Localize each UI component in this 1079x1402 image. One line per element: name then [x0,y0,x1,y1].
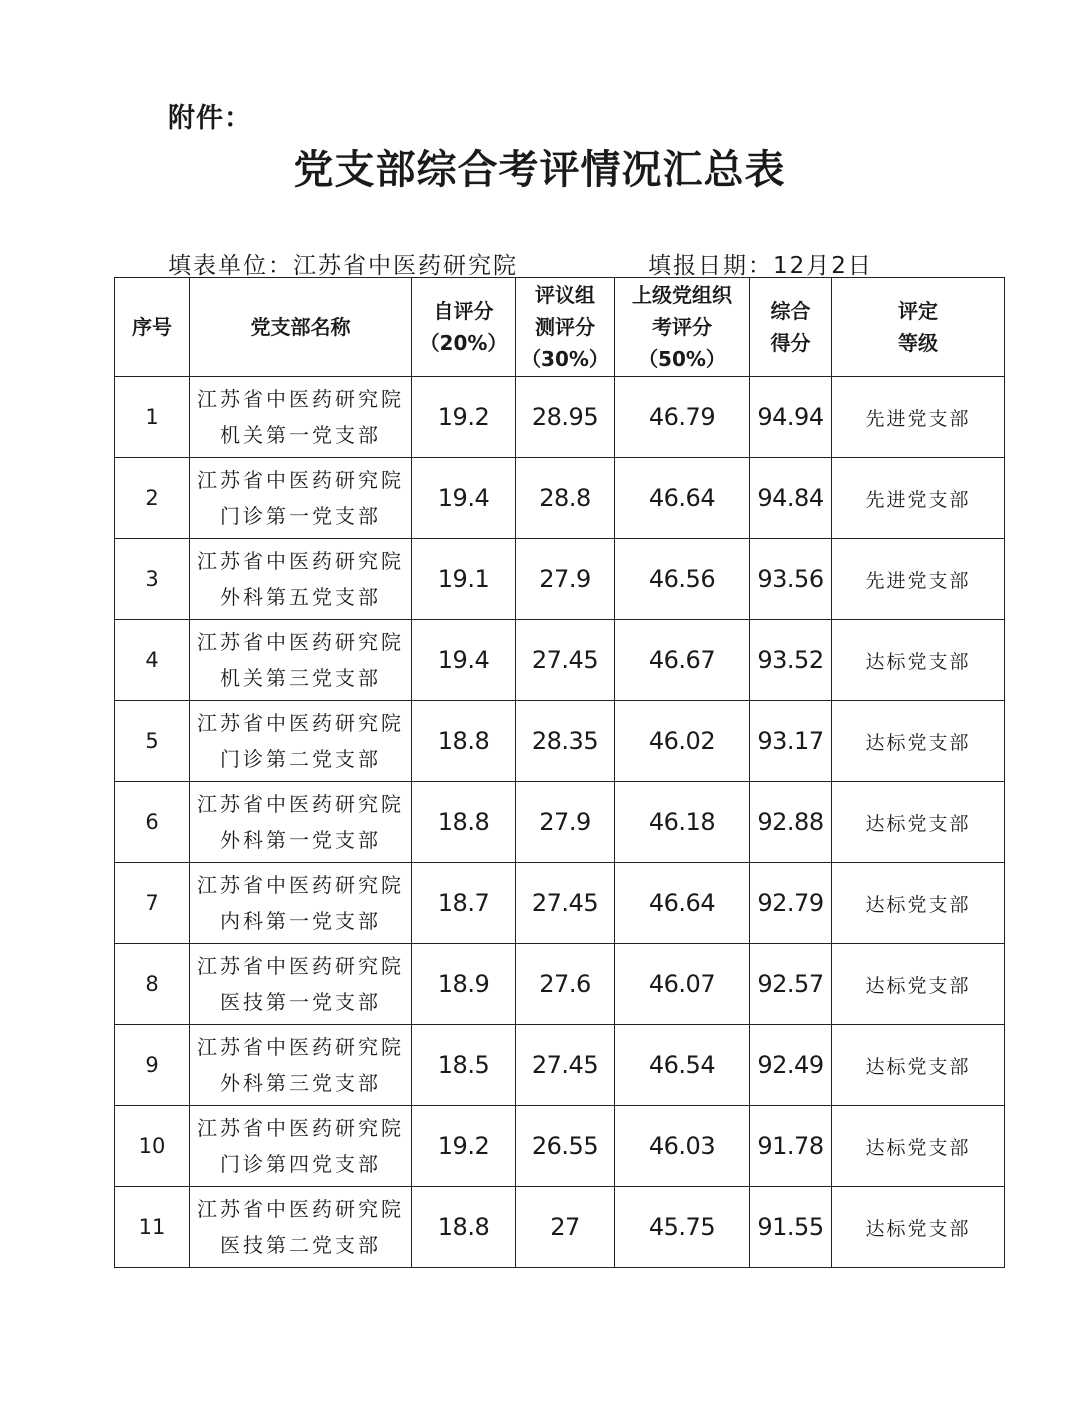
cell-total-score: 92.79 [750,863,832,944]
cell-superior-score: 46.67 [615,620,750,701]
cell-grade: 达标党支部 [832,620,1005,701]
branch-name-line2: 外科第三党支部 [220,1071,381,1095]
cell-branch-name [190,863,412,944]
branch-name-line1: 江苏省中医药研究院 [197,954,404,978]
header-peer-score-line3: （30%） [521,347,609,371]
table-row [115,863,1005,944]
cell-index: 3 [115,539,190,620]
cell-total-score: 93.17 [750,701,832,782]
table-row [115,701,1005,782]
table-row [115,1106,1005,1187]
branch-name-line2: 医技第二党支部 [220,1233,381,1257]
summary-table [114,277,1005,1268]
cell-self-score: 18.8 [412,1187,516,1268]
branch-name-line2: 门诊第四党支部 [220,1152,381,1176]
table-row [115,377,1005,458]
table-row [115,782,1005,863]
header-superior-score-line2: 考评分 [652,315,712,339]
table-header-row [115,278,1005,377]
cell-peer-score: 27.45 [516,620,615,701]
header-grade-line1: 评定 [898,299,938,323]
cell-total-score: 92.57 [750,944,832,1025]
cell-grade: 达标党支部 [832,863,1005,944]
branch-name-line1: 江苏省中医药研究院 [197,630,404,654]
cell-grade: 达标党支部 [832,782,1005,863]
header-total-score [750,278,832,377]
table-row [115,1187,1005,1268]
branch-name-line1: 江苏省中医药研究院 [197,1197,404,1221]
header-index [115,278,190,377]
cell-superior-score: 46.18 [615,782,750,863]
cell-self-score: 19.4 [412,458,516,539]
cell-superior-score: 46.79 [615,377,750,458]
cell-self-score: 18.8 [412,701,516,782]
table-row [115,458,1005,539]
header-self-score-line2: （20%） [419,331,508,355]
cell-superior-score: 46.03 [615,1106,750,1187]
cell-branch-name [190,1025,412,1106]
cell-superior-score: 46.56 [615,539,750,620]
table-row [115,944,1005,1025]
cell-self-score: 18.7 [412,863,516,944]
header-superior-score-line1: 上级党组织 [632,283,732,307]
branch-name-line1: 江苏省中医药研究院 [197,1035,404,1059]
cell-index: 11 [115,1187,190,1268]
cell-total-score: 91.78 [750,1106,832,1187]
cell-index: 5 [115,701,190,782]
branch-name-line2: 机关第一党支部 [220,423,381,447]
header-peer-score-line1: 评议组 [535,283,595,307]
cell-branch-name [190,701,412,782]
cell-total-score: 92.88 [750,782,832,863]
cell-index: 9 [115,1025,190,1106]
cell-index: 7 [115,863,190,944]
cell-branch-name [190,377,412,458]
header-branch-name-text: 党支部名称 [250,315,351,339]
cell-peer-score: 27.9 [516,782,615,863]
cell-grade: 达标党支部 [832,944,1005,1025]
cell-superior-score: 46.54 [615,1025,750,1106]
filing-date: 填报日期：12月2日 [648,253,873,279]
cell-branch-name [190,1106,412,1187]
cell-self-score: 19.2 [412,377,516,458]
cell-index: 6 [115,782,190,863]
header-grade [832,278,1005,377]
page-title: 党支部综合考评情况汇总表 [293,146,786,193]
header-branch-name [190,278,412,377]
cell-superior-score: 46.64 [615,863,750,944]
cell-total-score: 93.56 [750,539,832,620]
cell-grade: 先进党支部 [832,458,1005,539]
branch-name-line1: 江苏省中医药研究院 [197,711,404,735]
cell-grade: 达标党支部 [832,1106,1005,1187]
cell-self-score: 19.4 [412,620,516,701]
cell-self-score: 18.5 [412,1025,516,1106]
cell-superior-score: 45.75 [615,1187,750,1268]
cell-self-score: 19.1 [412,539,516,620]
branch-name-line1: 江苏省中医药研究院 [197,468,404,492]
cell-grade: 先进党支部 [832,539,1005,620]
cell-self-score: 18.8 [412,782,516,863]
cell-superior-score: 46.07 [615,944,750,1025]
cell-peer-score: 27.9 [516,539,615,620]
cell-grade: 达标党支部 [832,1187,1005,1268]
cell-peer-score: 27.6 [516,944,615,1025]
branch-name-line2: 机关第三党支部 [220,666,381,690]
header-superior-score-line3: （50%） [638,347,726,371]
cell-index: 4 [115,620,190,701]
cell-self-score: 18.9 [412,944,516,1025]
branch-name-line2: 门诊第二党支部 [220,747,381,771]
cell-index: 1 [115,377,190,458]
header-self-score [412,278,516,377]
cell-peer-score: 27.45 [516,863,615,944]
filing-unit: 填表单位：江苏省中医药研究院 [168,253,518,279]
cell-total-score: 91.55 [750,1187,832,1268]
branch-name-line1: 江苏省中医药研究院 [197,873,404,897]
cell-branch-name [190,458,412,539]
cell-index: 2 [115,458,190,539]
table-row [115,620,1005,701]
cell-self-score: 19.2 [412,1106,516,1187]
cell-branch-name [190,620,412,701]
cell-superior-score: 46.02 [615,701,750,782]
header-self-score-line1: 自评分 [433,299,494,323]
branch-name-line1: 江苏省中医药研究院 [197,549,404,573]
branch-name-line2: 医技第一党支部 [220,990,381,1014]
cell-peer-score: 27.45 [516,1025,615,1106]
cell-total-score: 94.84 [750,458,832,539]
attachment-label: 附件： [168,103,252,134]
header-total-score-line2: 得分 [770,331,811,355]
branch-name-line2: 门诊第一党支部 [220,504,381,528]
cell-peer-score: 28.35 [516,701,615,782]
branch-name-line2: 外科第一党支部 [220,828,381,852]
branch-name-line1: 江苏省中医药研究院 [197,1116,404,1140]
cell-peer-score: 28.8 [516,458,615,539]
cell-peer-score: 26.55 [516,1106,615,1187]
header-grade-line2: 等级 [898,331,938,355]
cell-total-score: 92.49 [750,1025,832,1106]
header-index-text: 序号 [132,315,172,339]
cell-total-score: 93.52 [750,620,832,701]
branch-name-line1: 江苏省中医药研究院 [197,792,404,816]
cell-grade: 达标党支部 [832,1025,1005,1106]
cell-peer-score: 27 [516,1187,615,1268]
cell-branch-name [190,1187,412,1268]
cell-branch-name [190,944,412,1025]
header-peer-score [516,278,615,377]
branch-name-line2: 内科第一党支部 [220,909,381,933]
cell-superior-score: 46.64 [615,458,750,539]
header-superior-score [615,278,750,377]
cell-branch-name [190,539,412,620]
cell-peer-score: 28.95 [516,377,615,458]
table-row [115,1025,1005,1106]
cell-branch-name [190,782,412,863]
cell-index: 10 [115,1106,190,1187]
cell-total-score: 94.94 [750,377,832,458]
cell-grade: 先进党支部 [832,377,1005,458]
header-total-score-line1: 综合 [770,299,811,323]
cell-grade: 达标党支部 [832,701,1005,782]
cell-index: 8 [115,944,190,1025]
branch-name-line2: 外科第五党支部 [220,585,381,609]
table-row [115,539,1005,620]
header-peer-score-line2: 测评分 [535,315,595,339]
branch-name-line1: 江苏省中医药研究院 [197,387,404,411]
